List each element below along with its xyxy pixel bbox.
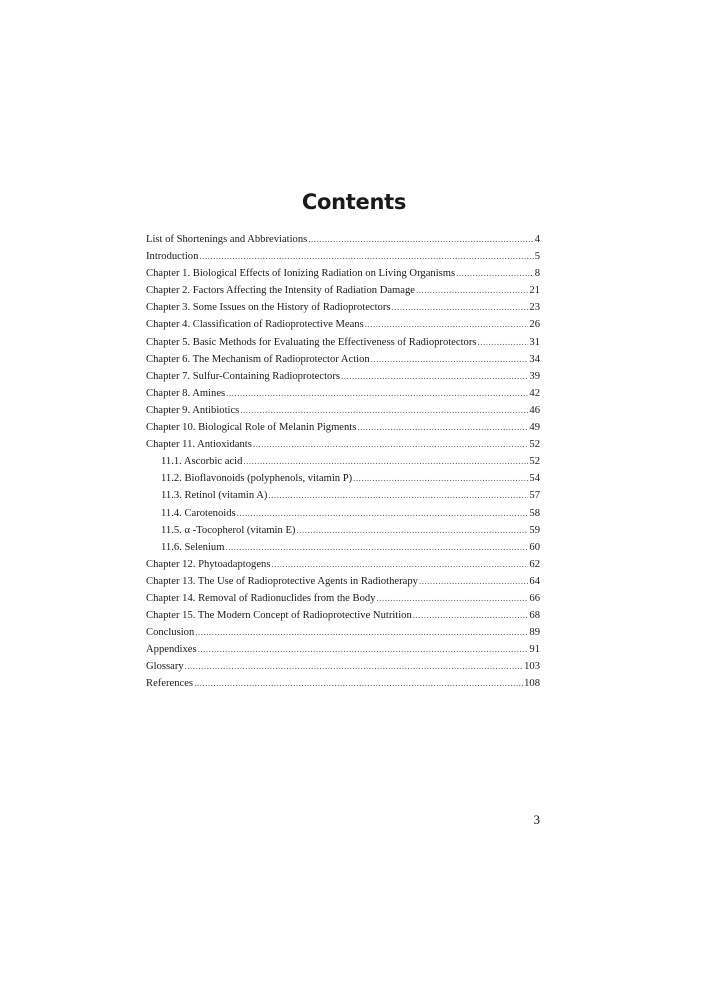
toc-entry-label: 11.2. Bioflavonoids (polyphenols, vitamin P) — [161, 473, 353, 485]
toc-entry-page: 31 — [529, 336, 540, 348]
dot-leader — [392, 299, 529, 316]
toc-entry-label: 11.3. Retinol (vitamin A) — [161, 490, 268, 502]
toc-entry-label: Chapter 10. Biological Role of Melanin Pigments — [146, 422, 357, 434]
toc-entry-page: 5 — [534, 251, 540, 263]
dot-leader — [194, 675, 523, 692]
toc-entry-label: Chapter 6. The Mechanism of Radioprotector Action — [146, 353, 370, 365]
toc-entry[interactable] — [146, 675, 540, 692]
toc-entry-label: Chapter 9. Antibiotics — [146, 404, 240, 416]
toc-entry-page: 108 — [524, 678, 540, 690]
dot-leader — [243, 453, 528, 470]
toc-entry[interactable] — [146, 385, 540, 402]
toc-entry-label: Chapter 11. Antioxidants — [146, 439, 252, 451]
dot-leader — [477, 334, 528, 351]
toc-subentry[interactable] — [146, 505, 540, 522]
toc-entry-page: 62 — [529, 558, 540, 570]
dot-leader — [371, 351, 529, 368]
toc-entry-page: 91 — [529, 644, 540, 656]
toc-entry[interactable] — [146, 334, 540, 351]
dot-leader — [419, 573, 528, 590]
toc-entry-page: 52 — [529, 456, 540, 468]
toc-entry-page: 8 — [534, 268, 540, 280]
toc-entry-page: 59 — [529, 524, 540, 536]
toc-entry[interactable] — [146, 282, 540, 299]
page-number: 3 — [533, 812, 540, 827]
page-title: Contents — [301, 190, 407, 215]
dot-leader — [308, 231, 533, 248]
toc-entry[interactable] — [146, 607, 540, 624]
toc-entry-page: 39 — [529, 370, 540, 382]
dot-leader — [353, 470, 528, 487]
toc-entry[interactable] — [146, 351, 540, 368]
toc-entry-page: 66 — [529, 592, 540, 604]
toc-entry[interactable] — [146, 658, 540, 675]
toc-entry-label: Chapter 8. Amines — [146, 387, 226, 399]
toc-subentry[interactable] — [146, 470, 540, 487]
dot-leader — [271, 556, 528, 573]
toc-entry-label: Conclusion — [146, 627, 195, 639]
toc-entry-page: 54 — [529, 473, 540, 485]
toc-entry[interactable] — [146, 590, 540, 607]
toc-entry-page: 42 — [529, 387, 540, 399]
toc-entry-label: Glossary — [146, 661, 184, 673]
toc-entry-label: Chapter 14. Removal of Radionuclides from the Body — [146, 592, 376, 604]
toc-entry[interactable] — [146, 556, 540, 573]
toc-entry[interactable] — [146, 624, 540, 641]
toc-entry-label: Chapter 13. The Use of Radioprotective Agents in Radiotherapy — [146, 575, 418, 587]
dot-leader — [225, 539, 528, 556]
dot-leader — [456, 265, 534, 282]
toc-entry-page: 26 — [529, 319, 540, 331]
toc-entry-label: Chapter 5. Basic Methods for Evaluating the Effectiveness of Radioprotectors — [146, 336, 477, 348]
toc-entry[interactable] — [146, 299, 540, 316]
dot-leader — [226, 385, 528, 402]
toc-subentry[interactable] — [146, 487, 540, 504]
toc-entry-label: Chapter 1. Biological Effects of Ionizing Radiation on Living Organisms — [146, 268, 456, 280]
toc-entry-page: 103 — [524, 661, 540, 673]
dot-leader — [416, 282, 528, 299]
toc-entry-label: References — [146, 678, 194, 690]
toc-entry-page: 58 — [529, 507, 540, 519]
toc-entry[interactable] — [146, 231, 540, 248]
dot-leader — [296, 522, 528, 539]
toc-entry-page: 23 — [529, 302, 540, 314]
toc-entry-label: Chapter 2. Factors Affecting the Intensity of Radiation Damage — [146, 285, 415, 297]
toc-entry[interactable] — [146, 436, 540, 453]
toc-entry-page: 89 — [529, 627, 540, 639]
toc-entry-page: 52 — [529, 439, 540, 451]
dot-leader — [185, 658, 523, 675]
toc-entry[interactable] — [146, 368, 540, 385]
toc-entry-page: 57 — [529, 490, 540, 502]
toc-entry-page: 21 — [529, 285, 540, 297]
dot-leader — [199, 248, 533, 265]
dot-leader — [253, 436, 529, 453]
toc-entry[interactable] — [146, 265, 540, 282]
dot-leader — [377, 590, 529, 607]
toc-entry-label: Chapter 15. The Modern Concept of Radioprotective Nutrition — [146, 610, 412, 622]
toc-entry[interactable] — [146, 248, 540, 265]
toc-subentry[interactable] — [146, 539, 540, 556]
toc-entry-label: Chapter 7. Sulfur-Containing Radioprotectors — [146, 370, 340, 382]
toc-entry-label: Chapter 12. Phytoadaptogens — [146, 558, 271, 570]
table-of-contents — [146, 231, 540, 693]
toc-entry-label: Chapter 4. Classification of Radioprotective Means — [146, 319, 364, 331]
toc-entry-page: 34 — [529, 353, 540, 365]
dot-leader — [268, 487, 528, 504]
toc-entry-page: 60 — [529, 541, 540, 553]
dot-leader — [198, 641, 529, 658]
toc-entry[interactable] — [146, 402, 540, 419]
dot-leader — [237, 505, 529, 522]
toc-entry-label: Introduction — [146, 251, 199, 263]
toc-entry-label: Chapter 3. Some Issues on the History of Radioprotectors — [146, 302, 391, 314]
toc-entry-page: 4 — [534, 234, 540, 245]
toc-entry-page: 49 — [529, 422, 540, 434]
dot-leader — [240, 402, 528, 419]
dot-leader — [195, 624, 528, 641]
toc-entry[interactable] — [146, 316, 540, 333]
dot-leader — [365, 316, 529, 333]
toc-entry-label: 11.5. α -Tocopherol (vitamin E) — [161, 524, 296, 536]
toc-entry-page: 46 — [529, 404, 540, 416]
toc-entry-label: Appendixes — [146, 644, 197, 656]
toc-entry[interactable] — [146, 641, 540, 658]
toc-entry-label: 11.6. Selenium — [161, 541, 225, 553]
toc-subentry[interactable] — [146, 453, 540, 470]
toc-entry[interactable] — [146, 573, 540, 590]
toc-entry-label: 11.4. Carotenoids — [161, 507, 236, 519]
toc-entry-label: List of Shortenings and Abbreviations — [146, 234, 308, 245]
toc-subentry[interactable] — [146, 522, 540, 539]
toc-entry[interactable] — [146, 419, 540, 436]
dot-leader — [413, 607, 529, 624]
toc-entry-page: 64 — [529, 575, 540, 587]
dot-leader — [341, 368, 528, 385]
toc-entry-page: 68 — [529, 610, 540, 622]
dot-leader — [357, 419, 528, 436]
toc-entry-label: 11.1. Ascorbic acid — [161, 456, 243, 468]
